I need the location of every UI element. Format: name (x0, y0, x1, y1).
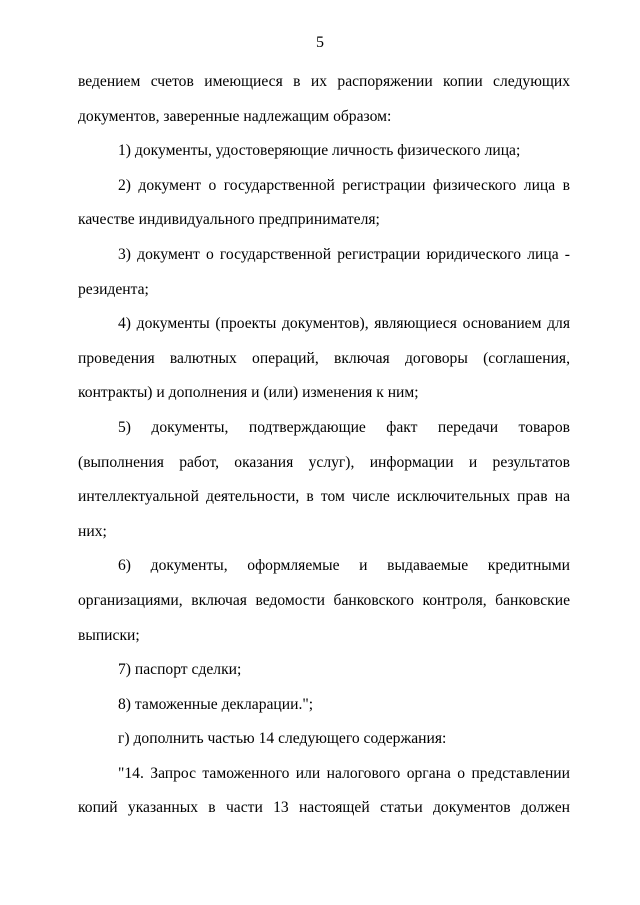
page-number: 5 (316, 34, 324, 51)
list-item-2: 2) документ о государственной регистрации физического лица в качестве индивидуального предпринимателя; (78, 176, 570, 229)
paragraph-intro: ведением счетов имеющиеся в их распоряжении копии следующих документов, заверенные надлежащим образом: (78, 73, 570, 125)
list-item-5: 5) документы, подтверждающие факт передачи товаров (выполнения работ, оказания услуг), информации и результатов интеллектуальной деятельности, в том числе исключительных прав на них; (78, 418, 570, 540)
list-item-7: 7) паспорт сделки; (118, 661, 242, 679)
list-item-4: 4) документы (проекты документов), являющиеся основанием для проведения валютных операций, включая договоры (соглашения, контракты) и дополнения и (или) изменения к ним; (78, 315, 570, 402)
list-item-3: 3) документ о государственной регистрации юридического лица - резидента; (78, 245, 570, 298)
list-item-6: 6) документы, оформляемые и выдаваемые кредитными организациями, включая ведомости банковского контроля, банковские выписки; (78, 557, 570, 644)
list-item-1: 1) документы, удостоверяющие личность физического лица; (118, 142, 521, 160)
amendment-g: г) дополнить частью 14 следующего содержания: (118, 730, 447, 748)
document-body (78, 65, 570, 826)
part-14-text: "14. Запрос таможенного или налогового органа о представлении копий указанных в части 13 настоящей статьи документов должен (78, 764, 570, 817)
list-item-8: 8) таможенные декларации."; (118, 695, 314, 713)
